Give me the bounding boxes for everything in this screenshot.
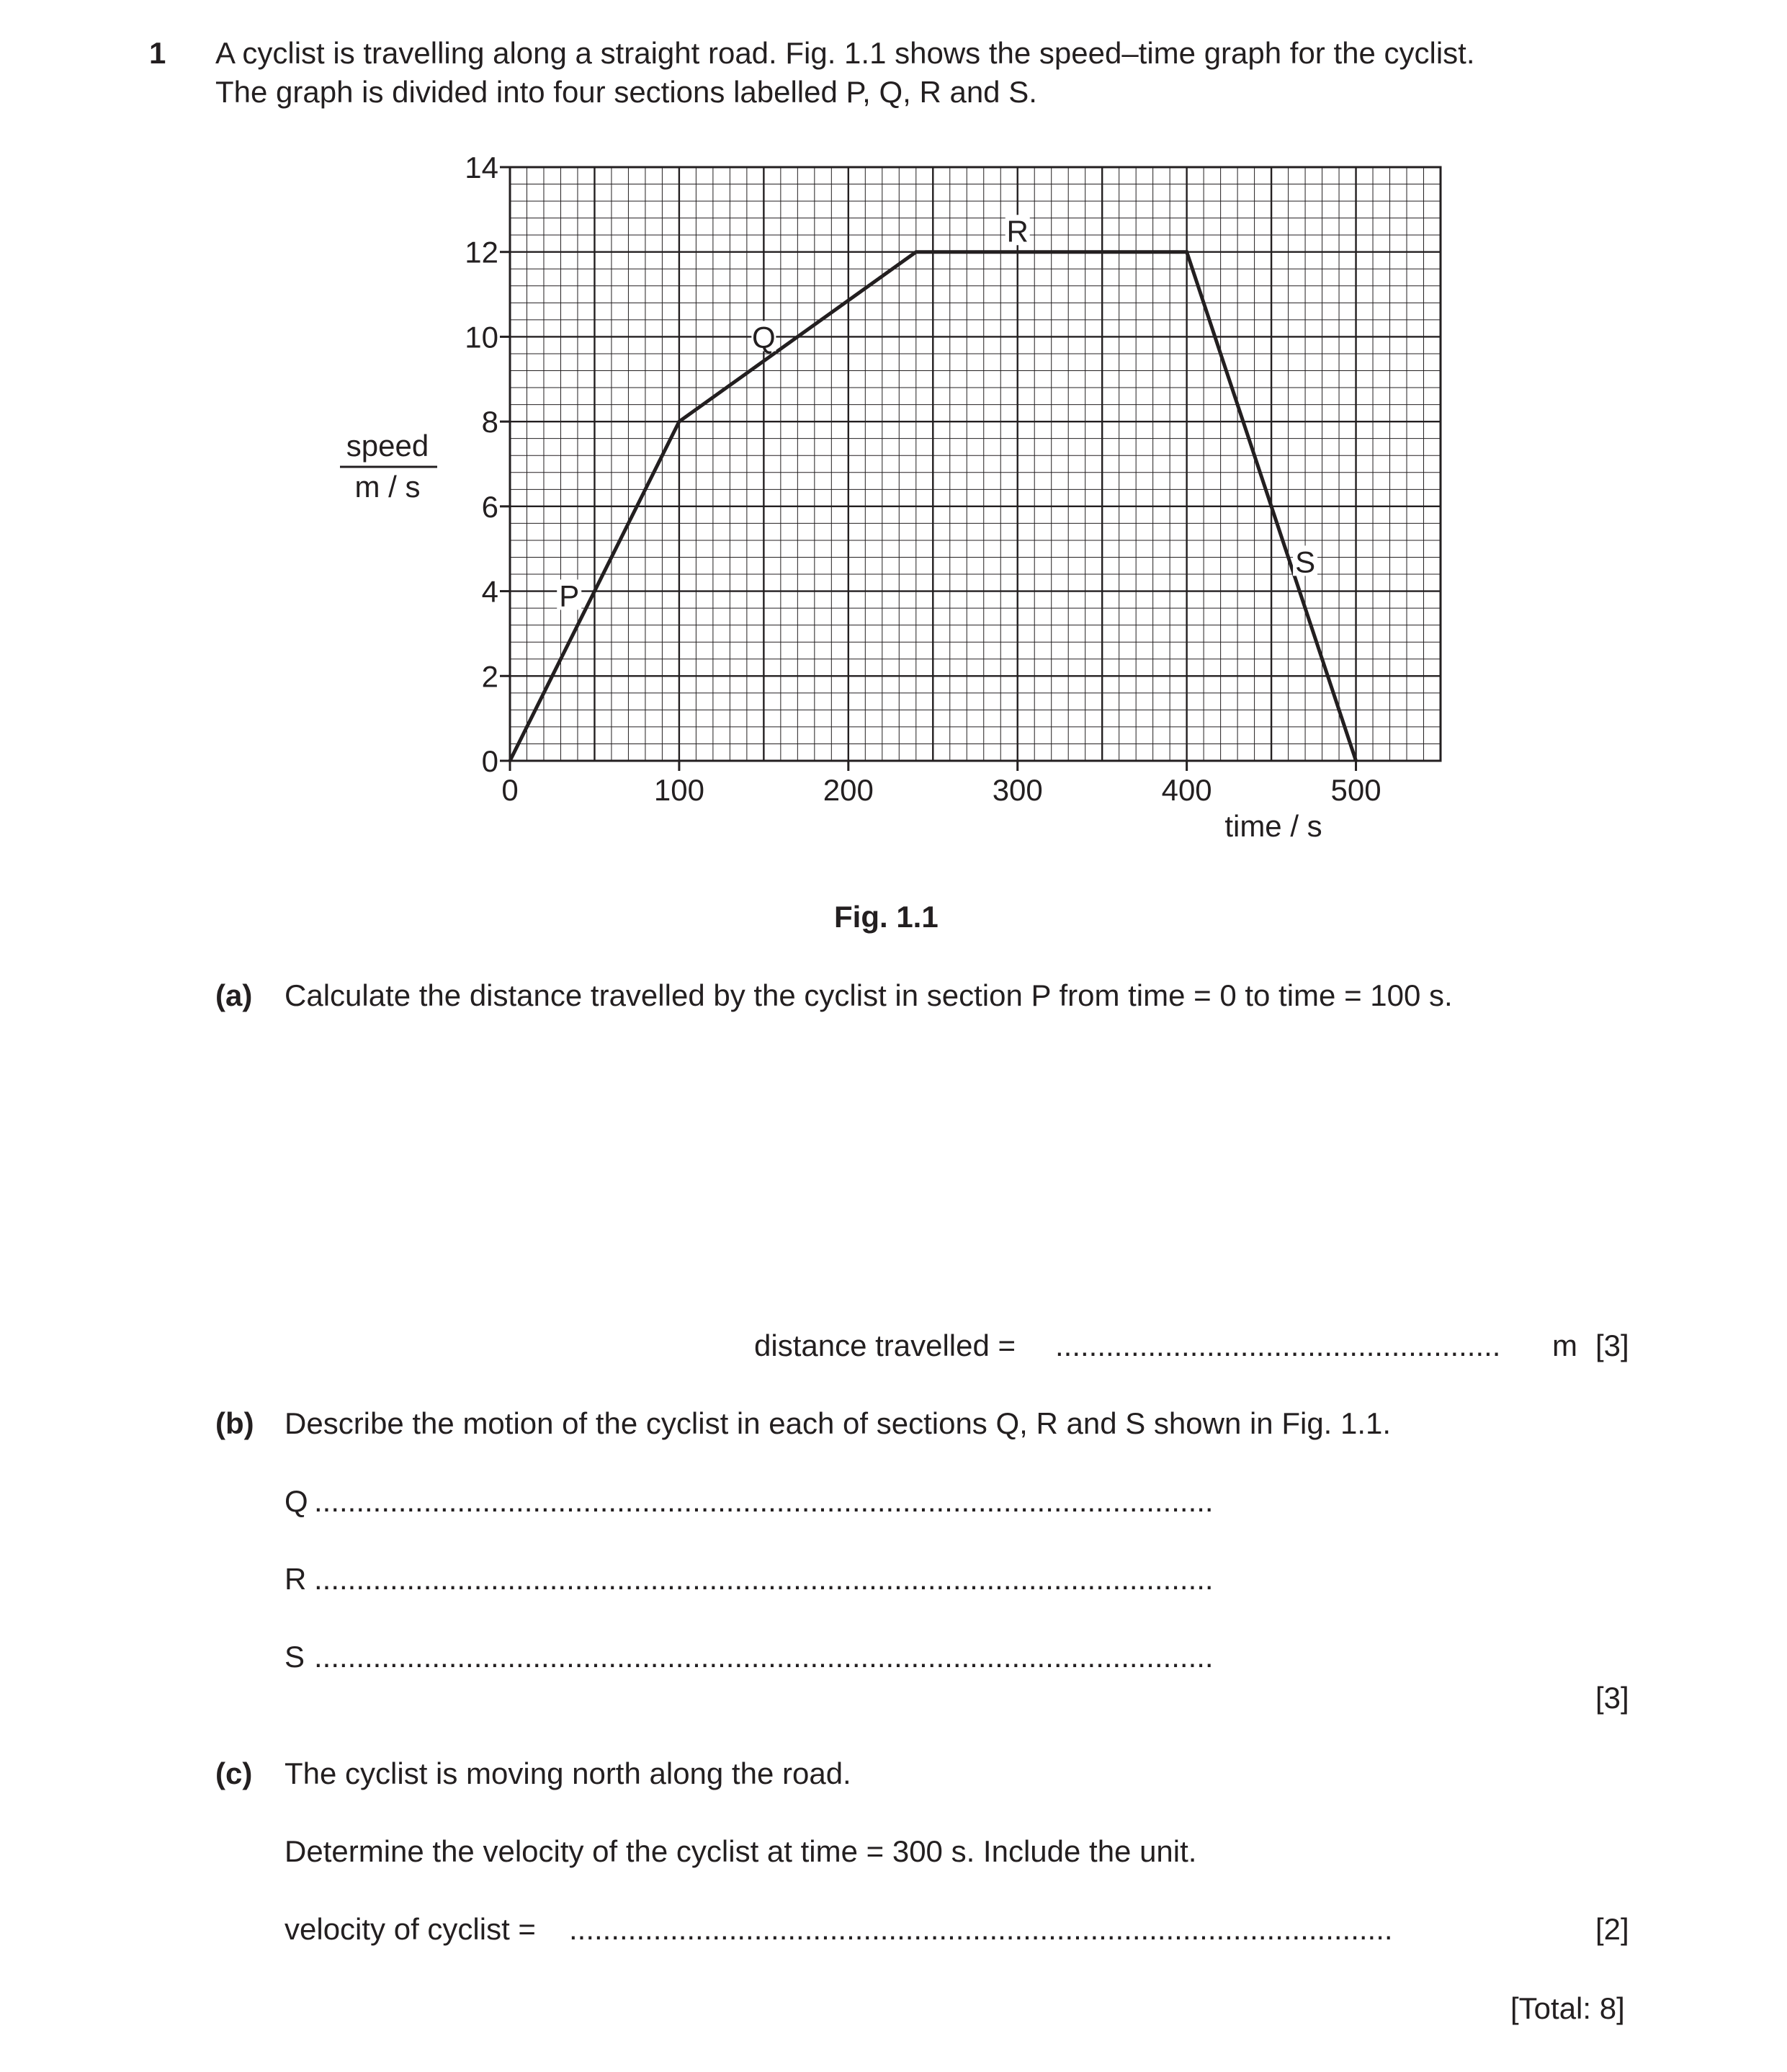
section-label-p: P: [559, 579, 580, 613]
part-b-line-r-field[interactable]: ...........................................................................................................: [314, 1562, 1214, 1596]
part-c-answer-field[interactable]: ..................................................................................................: [569, 1912, 1393, 1946]
part-b-line-q-label: Q: [285, 1484, 308, 1518]
x-tick-label: 200: [823, 773, 874, 807]
x-axis-label: time / s: [1224, 809, 1322, 843]
part-b-text: Describe the motion of the cyclist in each of sections Q, R and S shown in Fig. 1.1.: [285, 1406, 1392, 1440]
question-number: 1: [149, 36, 166, 70]
part-b-line-r-label: R: [285, 1562, 307, 1596]
part-a-answer-field[interactable]: .....................................................: [1055, 1329, 1501, 1362]
part-c-label: (c): [215, 1756, 253, 1790]
x-tick-label: 100: [653, 773, 704, 807]
question-intro-line-1: A cyclist is travelling along a straight road. Fig. 1.1 shows the speed–time graph for the cyclist.: [215, 36, 1475, 70]
question-intro-line-2: The graph is divided into four sections labelled P, Q, R and S.: [215, 75, 1037, 109]
part-c-text-1: The cyclist is moving north along the road.: [285, 1756, 851, 1790]
section-label-q: Q: [752, 320, 776, 354]
y-tick-label: 6: [481, 489, 498, 524]
total-marks: [Total: 8]: [1510, 1991, 1625, 2025]
part-b-line-s-field[interactable]: ...........................................................................................................: [314, 1640, 1214, 1674]
x-tick-label: 0: [501, 773, 519, 807]
x-tick-label: 400: [1161, 773, 1212, 807]
y-axis-label-bottom: m / s: [354, 470, 421, 504]
y-tick-label: 4: [481, 574, 498, 609]
y-tick-label: 8: [481, 405, 498, 439]
y-tick-label: 10: [465, 320, 498, 354]
y-tick-label: 0: [481, 744, 498, 778]
part-c-text-2: Determine the velocity of the cyclist at time = 300 s. Include the unit.: [285, 1834, 1197, 1868]
major-grid: [510, 167, 1441, 761]
part-a-answer-label: distance travelled =: [754, 1329, 1016, 1362]
y-axis-label-top: speed: [346, 429, 429, 463]
part-b-line-q-field[interactable]: ...........................................................................................................: [314, 1484, 1214, 1518]
plot-border: [510, 167, 1441, 761]
part-c-answer-label: velocity of cyclist =: [285, 1912, 536, 1946]
part-b-marks: [3]: [1595, 1681, 1629, 1715]
part-c-marks: [2]: [1595, 1912, 1629, 1946]
y-tick-label: 12: [465, 235, 498, 269]
part-b-line-s-label: S: [285, 1640, 305, 1674]
speed-time-graph: [310, 137, 1534, 872]
part-b-label: (b): [215, 1406, 254, 1440]
part-a-text: Calculate the distance travelled by the cyclist in section P from time = 0 to time = 100 s.: [285, 978, 1453, 1012]
tick-labels: [465, 151, 1381, 807]
y-tick-label: 14: [465, 151, 498, 184]
part-a-label: (a): [215, 978, 253, 1012]
x-tick-label: 500: [1330, 773, 1381, 807]
x-tick-label: 300: [992, 773, 1043, 807]
part-a-unit: m: [1552, 1329, 1577, 1362]
part-a-marks: [3]: [1595, 1329, 1629, 1362]
section-label-s: S: [1295, 545, 1316, 579]
y-tick-label: 2: [481, 659, 498, 694]
section-label-r: R: [1006, 214, 1029, 249]
minor-grid: [510, 167, 1441, 761]
figure-caption: Fig. 1.1: [834, 900, 939, 934]
